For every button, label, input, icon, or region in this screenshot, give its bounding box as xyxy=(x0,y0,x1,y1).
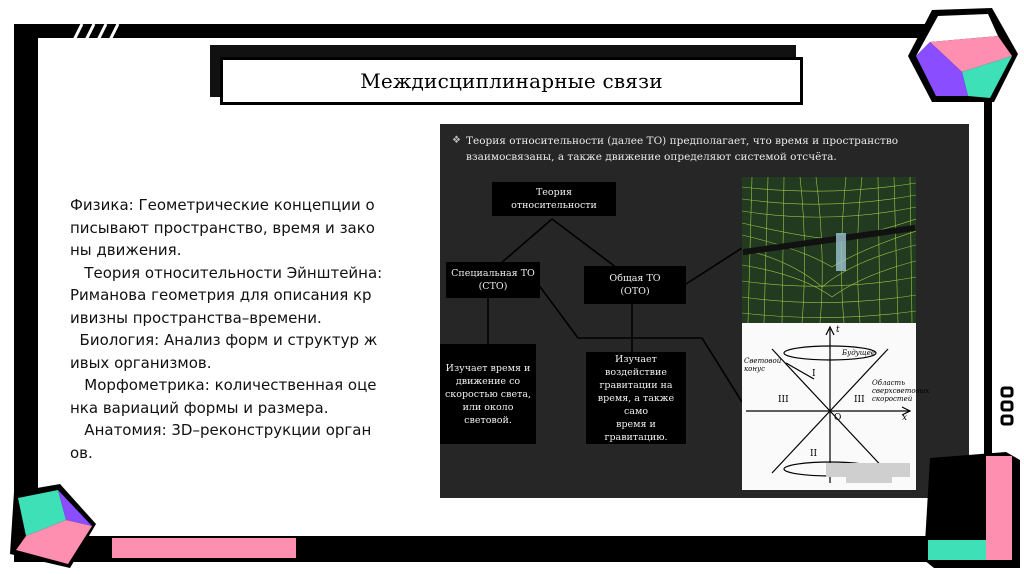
oto-desc-line: гравитацию. xyxy=(604,431,668,443)
oto-desc-line: время и xyxy=(616,418,656,430)
oto-desc-line: время, а также само xyxy=(597,392,675,417)
cone-region-line: скоростей xyxy=(872,395,913,403)
cone-region-ii: II xyxy=(810,449,818,459)
body-text xyxy=(70,194,422,464)
cone-region-line: Область xyxy=(872,379,906,387)
block-icon xyxy=(920,452,1024,574)
body-line: Морфометрика: количественная оце xyxy=(70,376,377,394)
body-line: Анатомия: 3D–реконструкции орган xyxy=(70,421,372,439)
cone-origin: O xyxy=(834,413,842,423)
bullet-line: Теория относительности (далее ТО) предполагает, что время и пространство xyxy=(466,135,899,147)
body-line: ивизны пространства–времени. xyxy=(70,308,322,327)
oto-box xyxy=(584,266,686,304)
cone-light-label xyxy=(744,357,781,373)
cone-light-line: Световой xyxy=(744,357,782,365)
sto-line: Специальная ТО xyxy=(451,268,535,279)
cone-light-line: конус xyxy=(744,365,765,373)
pink-accent-bar xyxy=(112,538,296,558)
cone-region-iii-left: III xyxy=(778,395,789,405)
cone-region-i: I xyxy=(812,369,816,379)
oto-line: (ОТО) xyxy=(620,286,650,297)
oto-desc-line: Изучает xyxy=(615,353,657,365)
body-line: ны движения. xyxy=(70,241,182,259)
body-line: Риманова геометрия для описания кр xyxy=(70,286,372,304)
sto-box xyxy=(446,262,540,298)
cube-icon xyxy=(0,484,100,574)
body-line: ов. xyxy=(70,443,93,462)
body-line: ивых организмов. xyxy=(70,353,212,372)
body-line: Физика: Геометрические концепции о xyxy=(70,196,375,214)
page-title: Междисциплинарные связи xyxy=(360,69,663,93)
bullet-marker-icon: ❖ xyxy=(452,135,461,146)
oto-line: Общая ТО xyxy=(609,273,661,284)
spacetime-grid-image xyxy=(742,177,916,323)
body-line: Теория относительности Эйнштейна: xyxy=(70,263,383,282)
root-box xyxy=(492,182,616,216)
bullet-line: взаимосвязаны, а также движение определяют системой отсчёта. xyxy=(466,151,837,163)
body-line: Биология: Анализ форм и структур ж xyxy=(70,331,378,349)
sto-desc-box xyxy=(440,344,536,444)
cone-axis-x: x xyxy=(902,413,908,423)
cone-region-label xyxy=(872,379,929,403)
sto-desc-line: или около xyxy=(462,401,514,413)
body-line: нка вариаций формы и размера. xyxy=(70,398,329,417)
hexagon-gem-icon xyxy=(902,6,1024,106)
title-box xyxy=(220,57,803,105)
oto-desc-line: воздействие xyxy=(605,366,667,378)
dots-icon xyxy=(999,385,1015,427)
sto-desc-line: скоростью света, xyxy=(444,388,532,400)
root-box-label: Теория относительности xyxy=(511,187,597,211)
cone-axis-t: t xyxy=(836,325,840,335)
light-cone-diagram xyxy=(742,323,930,490)
body-line: писывают пространство, время и зако xyxy=(70,218,375,237)
sto-desc-line: движение со xyxy=(455,375,521,387)
cone-region-line: сверхсветовых xyxy=(872,387,930,395)
cone-region-iii-right: III xyxy=(854,395,865,405)
sto-desc-line: световой. xyxy=(464,414,512,426)
cone-future: Будущее xyxy=(842,349,875,357)
oto-desc-box xyxy=(586,352,686,444)
sto-desc-line: Изучает время и xyxy=(445,362,531,374)
oto-desc-line: гравитации на xyxy=(599,379,673,391)
sto-line: (СТО) xyxy=(478,281,508,292)
hatch-decoration xyxy=(60,10,130,50)
